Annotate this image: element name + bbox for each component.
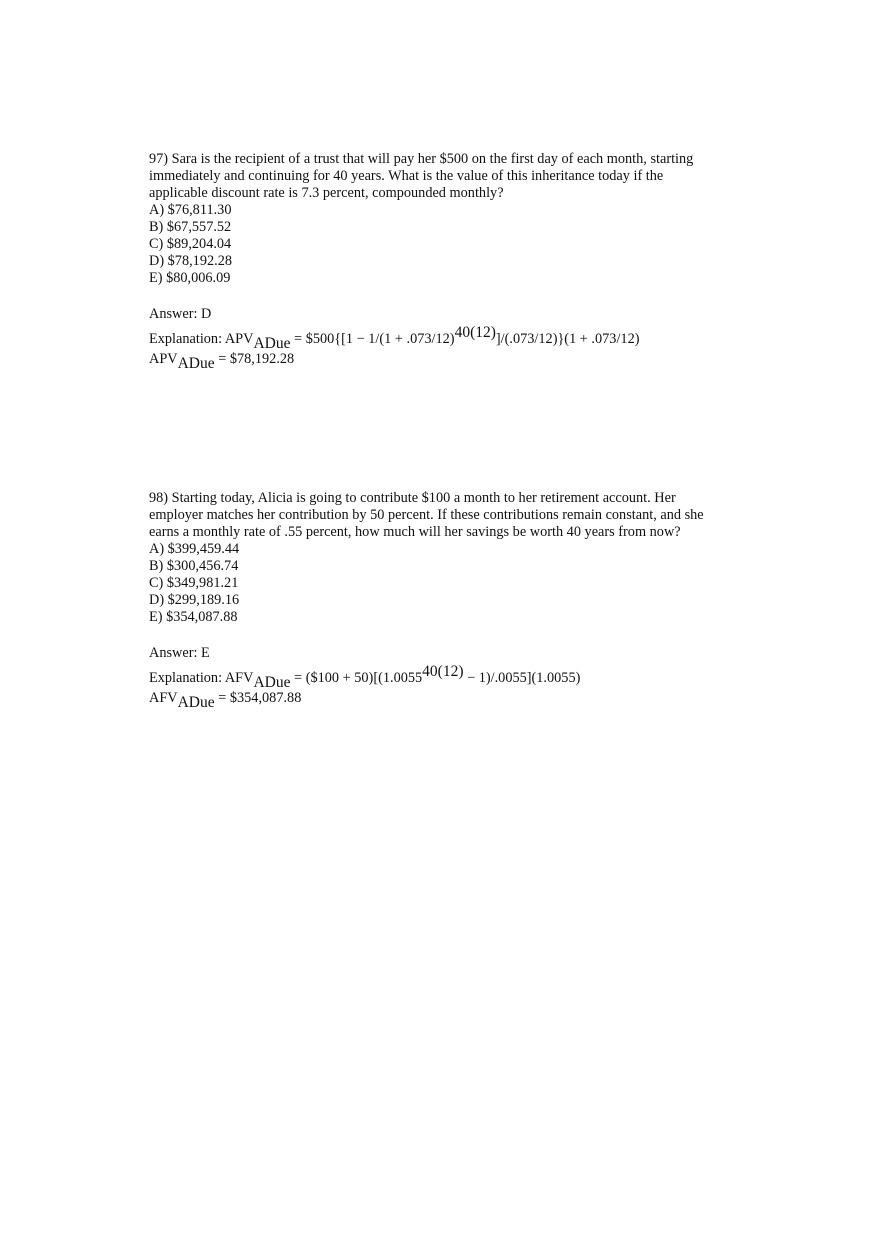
option-a: A) $399,459.44: [149, 541, 240, 557]
explanation-result: [149, 688, 749, 711]
explanation-label: Explanation: AFV: [149, 670, 254, 686]
question-97: [149, 151, 749, 372]
option-e: E) $80,006.09: [149, 270, 231, 286]
option-e: E) $354,087.88: [149, 609, 238, 625]
explanation-subscript: ADue: [253, 335, 291, 352]
question-98: [149, 490, 749, 711]
question-stem-line: applicable discount rate is 7.3 percent, compounded monthly?: [149, 185, 504, 201]
explanation-label: Explanation: APV: [149, 331, 254, 347]
option-d: D) $299,189.16: [149, 592, 240, 608]
explanation-subscript: ADue: [253, 674, 291, 691]
answer: Answer: D: [149, 306, 212, 322]
question-stem-line: 97) Sara is the recipient of a trust that will pay her $500 on the first day of each month, starting: [149, 151, 694, 167]
explanation-superscript: 40(12): [454, 324, 496, 341]
option-b: B) $67,557.52: [149, 219, 232, 235]
question-stem-line: 98) Starting today, Alicia is going to contribute $100 a month to her retirement account. Her: [149, 490, 676, 506]
option-c: C) $349,981.21: [149, 575, 239, 591]
explanation-formula-part2: ]/(.073/12)}(1 + .073/12): [495, 331, 640, 347]
question-stem-line: immediately and continuing for 40 years. What is the value of this inheritance today if the: [149, 168, 664, 184]
question-stem-line: earns a monthly rate of .55 percent, how much will her savings be worth 40 years from now?: [149, 524, 681, 540]
question-stem-line: employer matches her contribution by 50 percent. If these contributions remain constant, and she: [149, 507, 704, 523]
option-a: A) $76,811.30: [149, 202, 232, 218]
option-b: B) $300,456.74: [149, 558, 239, 574]
option-c: C) $89,204.04: [149, 236, 232, 252]
explanation: [149, 324, 749, 352]
result-subscript: ADue: [177, 694, 215, 711]
explanation: [149, 663, 749, 691]
explanation-formula-part1: = $500{[1 − 1/(1 + .073/12): [290, 331, 455, 347]
result-value: = $354,087.88: [214, 690, 302, 706]
result-label: APV: [149, 351, 178, 367]
explanation-formula-part2: − 1)/.0055](1.0055): [463, 670, 581, 686]
explanation-superscript: 40(12): [422, 663, 464, 680]
option-d: D) $78,192.28: [149, 253, 232, 269]
explanation-formula-part1: = ($100 + 50)[(1.0055: [290, 670, 423, 686]
explanation-result: [149, 349, 749, 372]
result-subscript: ADue: [177, 355, 215, 372]
result-value: = $78,192.28: [214, 351, 295, 367]
answer: Answer: E: [149, 645, 210, 661]
result-label: AFV: [149, 690, 178, 706]
